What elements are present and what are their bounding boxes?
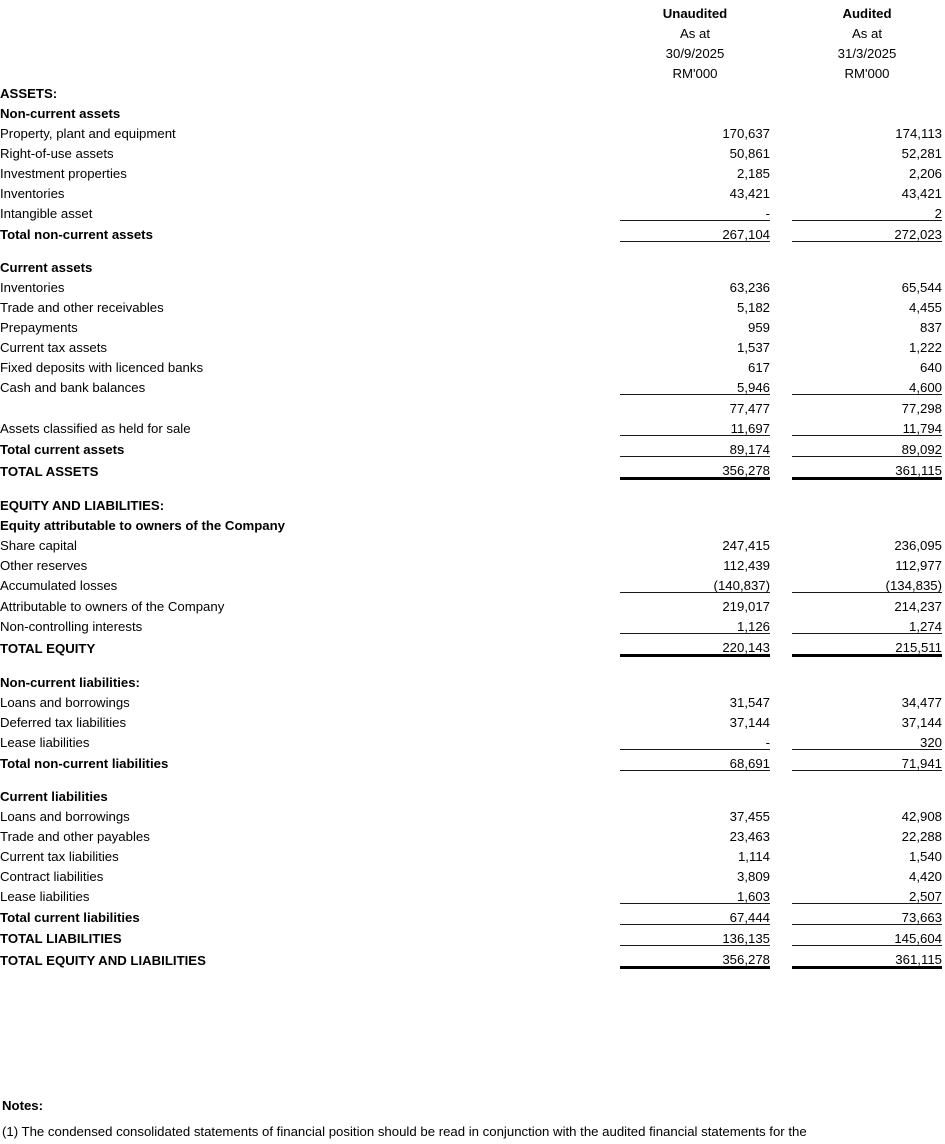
column1-unit: RM'000	[672, 65, 718, 81]
total-row-current-assets	[0, 436, 945, 457]
table-row	[0, 140, 945, 160]
row-value-col1: 247,415	[722, 537, 770, 553]
subheading-equity-attributable-to-owners: Equity attributable to owners of the Company	[0, 517, 286, 533]
subheading-current-assets-row	[0, 254, 945, 274]
row-value-col1: 170,637	[722, 125, 770, 141]
table-row	[0, 823, 945, 843]
gap-cell	[770, 60, 792, 80]
gap-cell	[770, 254, 792, 274]
row-value-col2: 214,237	[894, 598, 942, 614]
row-value-col1: 43,421	[729, 185, 770, 201]
row-value-col2: 37,144	[901, 714, 942, 730]
table-row	[0, 160, 945, 180]
total-value-col2: 73,663	[792, 904, 942, 925]
value-cell	[792, 492, 942, 512]
total-label: Total non-current assets	[0, 227, 153, 243]
spacer-row	[0, 242, 945, 255]
spacer-cell	[620, 479, 770, 493]
row-label: Non-controlling interests	[0, 619, 143, 635]
column2-date: 31/3/2025	[837, 45, 897, 61]
total-label: Total non-current liabilities	[0, 756, 169, 772]
row-value-col2: 43,421	[901, 185, 942, 201]
total-label: TOTAL EQUITY	[0, 641, 96, 657]
total-value-col1: 89,174	[620, 436, 770, 457]
row-value-col2: 640	[919, 359, 942, 375]
row-value-col2: 4,600	[792, 374, 942, 395]
table-row	[0, 334, 945, 354]
value-cell	[792, 512, 942, 532]
value-cell	[792, 783, 942, 803]
gap-cell	[770, 221, 792, 242]
spacer-cell	[792, 771, 942, 784]
row-value-col1: 37,455	[729, 808, 770, 824]
total-value-col2: 71,941	[792, 750, 942, 771]
subtotal-row-current-assets-before-held-for-sale	[0, 395, 945, 416]
subtotal-value-col2: 77,298	[901, 400, 942, 416]
table-row	[0, 689, 945, 709]
subtotal-value-col1: 77,477	[729, 400, 770, 416]
gap-cell	[770, 669, 792, 689]
header-row-date	[0, 40, 945, 60]
notes-line-1: (1) The condensed consolidated statements of financial position should be read in conjunction with the audited financial statements for the	[2, 1124, 807, 1139]
row-value-col2: 4,420	[908, 868, 942, 884]
value-cell	[792, 80, 942, 100]
row-value-col1: 5,182	[736, 299, 770, 315]
row-value-col1: 1,537	[736, 339, 770, 355]
spacer-cell	[792, 242, 942, 255]
header-blank-cell	[0, 0, 618, 20]
section-heading-assets: ASSETS:	[0, 85, 58, 101]
spacer-cell	[0, 479, 618, 493]
row-label: Right-of-use assets	[0, 145, 114, 161]
gap-cell	[770, 479, 792, 493]
row-value-col2: 52,281	[901, 145, 942, 161]
gap-cell	[770, 883, 792, 904]
row-value-col1: 1,603	[620, 883, 770, 904]
gap-cell	[770, 20, 792, 40]
gap-cell	[770, 946, 792, 968]
table-row	[0, 180, 945, 200]
gap-cell	[770, 374, 792, 395]
row-value-col1: 11,697	[620, 415, 770, 436]
table-row	[0, 374, 945, 395]
value-cell	[620, 100, 770, 120]
total-value-col2: 89,092	[792, 436, 942, 457]
notes-heading	[2, 1099, 43, 1112]
gap-cell	[770, 634, 792, 656]
row-value-col1: 959	[747, 319, 770, 335]
row-label: Property, plant and equipment	[0, 125, 176, 141]
value-cell	[620, 783, 770, 803]
row-label: Current tax liabilities	[0, 848, 119, 864]
row-label: Share capital	[0, 537, 77, 553]
spacer-cell	[620, 242, 770, 255]
row-label: Trade and other receivables	[0, 299, 164, 315]
row-label: Loans and borrowings	[0, 694, 130, 710]
row-label: Deferred tax liabilities	[0, 714, 127, 730]
row-value-col2: 1,274	[792, 613, 942, 634]
gap-cell	[770, 274, 792, 294]
row-value-col2: 11,794	[792, 415, 942, 436]
spacer-cell	[0, 656, 618, 670]
gap-cell	[770, 395, 792, 416]
row-value-col2: 22,288	[901, 828, 942, 844]
gap-cell	[770, 803, 792, 823]
total-value-col1: 220,143	[620, 634, 770, 656]
gap-cell	[770, 783, 792, 803]
subheading-non-current-liabilities-row	[0, 669, 945, 689]
total-value-col2: 145,604	[792, 925, 942, 946]
row-value-col1: 31,547	[729, 694, 770, 710]
gap-cell	[770, 925, 792, 946]
row-value-col1: 1,114	[737, 848, 770, 864]
gap-cell	[770, 572, 792, 593]
row-value-col2: 174,113	[895, 125, 942, 141]
row-value-col2: 1,540	[908, 848, 942, 864]
gap-cell	[770, 160, 792, 180]
gap-cell	[770, 180, 792, 200]
value-cell	[620, 254, 770, 274]
value-cell	[620, 80, 770, 100]
gap-cell	[770, 0, 792, 20]
row-value-col2: 320	[792, 729, 942, 750]
subheading-current-liabilities-row	[0, 783, 945, 803]
column1-date: 30/9/2025	[665, 45, 725, 61]
spacer-row	[0, 656, 945, 670]
gap-cell	[770, 593, 792, 614]
gap-cell	[770, 334, 792, 354]
column1-as-at-label: As at	[679, 25, 711, 41]
row-value-col2: 2	[792, 200, 942, 221]
row-value-col1: (140,837)	[620, 572, 770, 593]
row-label: Lease liabilities	[0, 889, 90, 905]
total-value-col1: 136,135	[620, 925, 770, 946]
header-row-unit	[0, 60, 945, 80]
section-heading-equity-and-liabilities: EQUITY AND LIABILITIES:	[0, 497, 165, 513]
gap-cell	[770, 709, 792, 729]
gap-cell	[770, 100, 792, 120]
header-blank-cell	[0, 20, 618, 40]
value-cell	[792, 669, 942, 689]
gap-cell	[770, 200, 792, 221]
subheading-equity-attributable-row	[0, 512, 945, 532]
gap-cell	[770, 823, 792, 843]
grand-total-label: TOTAL ASSETS	[0, 464, 99, 480]
gap-cell	[770, 750, 792, 771]
spacer-row	[0, 479, 945, 493]
row-label: Prepayments	[0, 319, 78, 335]
row-value-col1: 1,126	[620, 613, 770, 634]
total-value-col2: 215,511	[792, 634, 942, 656]
grand-total-value-col2: 361,115	[792, 946, 942, 968]
total-label: TOTAL LIABILITIES	[0, 931, 122, 947]
gap-cell	[770, 843, 792, 863]
table-row	[0, 803, 945, 823]
gap-cell	[770, 436, 792, 457]
spacer-cell	[792, 479, 942, 493]
row-label: Cash and bank balances	[0, 380, 146, 396]
column2-audit-status: Audited	[842, 5, 892, 21]
table-row-non-controlling-interests	[0, 613, 945, 634]
spacer-row	[0, 771, 945, 784]
gap-cell	[770, 613, 792, 634]
table-row	[0, 314, 945, 334]
row-label: Trade and other payables	[0, 828, 150, 844]
row-value-col2: 4,455	[908, 299, 942, 315]
table-row	[0, 294, 945, 314]
row-label: Fixed deposits with licenced banks	[0, 359, 204, 375]
row-value-col1: 5,946	[620, 374, 770, 395]
table-row	[0, 415, 945, 436]
spacer-cell	[0, 771, 618, 784]
table-row	[0, 532, 945, 552]
total-row-non-current-liabilities	[0, 750, 945, 771]
gap-cell	[770, 140, 792, 160]
row-value-col2: 2,206	[908, 165, 942, 181]
row-value-col1: 63,236	[729, 279, 770, 295]
total-label: Total current liabilities	[0, 910, 140, 926]
header-blank-cell	[0, 60, 618, 80]
row-value-col1: 617	[747, 359, 770, 375]
subheading-current-assets: Current assets	[0, 259, 93, 275]
section-heading-assets-row	[0, 80, 945, 100]
gap-cell	[770, 904, 792, 925]
grand-total-value-col1: 356,278	[620, 457, 770, 479]
notes-title-text: Notes:	[2, 1098, 44, 1113]
subtotal-label	[0, 395, 618, 416]
notes-body	[2, 1125, 807, 1138]
row-value-col2: 236,095	[894, 537, 942, 553]
gap-cell	[770, 771, 792, 784]
gap-cell	[770, 120, 792, 140]
row-value-col2: 2,507	[792, 883, 942, 904]
total-label: Total current assets	[0, 442, 125, 458]
row-value-col1: 219,017	[722, 598, 770, 614]
grand-total-row-total-assets	[0, 457, 945, 479]
total-row-non-current-assets	[0, 221, 945, 242]
table-row	[0, 354, 945, 374]
section-heading-equity-liabilities-row	[0, 492, 945, 512]
row-label: Attributable to owners of the Company	[0, 598, 225, 614]
total-value-col2: 272,023	[792, 221, 942, 242]
gap-cell	[770, 512, 792, 532]
row-value-col1: -	[620, 729, 770, 750]
gap-cell	[770, 294, 792, 314]
grand-total-value-col1: 356,278	[620, 946, 770, 968]
row-label: Investment properties	[0, 165, 127, 181]
table-row	[0, 863, 945, 883]
table-row	[0, 572, 945, 593]
gap-cell	[770, 492, 792, 512]
table-row	[0, 120, 945, 140]
grand-total-row-total-equity-and-liabilities	[0, 946, 945, 968]
header-row-as-at	[0, 20, 945, 40]
gap-cell	[770, 415, 792, 436]
row-label: Other reserves	[0, 557, 88, 573]
gap-cell	[770, 863, 792, 883]
column2-unit: RM'000	[844, 65, 890, 81]
spacer-cell	[0, 242, 618, 255]
table-row	[0, 274, 945, 294]
subheading-non-current-assets: Non-current assets	[0, 105, 121, 121]
spacer-cell	[620, 771, 770, 784]
total-row-total-equity	[0, 634, 945, 656]
row-value-col1: 37,144	[729, 714, 770, 730]
row-value-col2: 112,977	[895, 557, 942, 573]
grand-total-label: TOTAL EQUITY AND LIABILITIES	[0, 953, 206, 969]
row-label: Contract liabilities	[0, 868, 104, 884]
row-label: Assets classified as held for sale	[0, 421, 191, 437]
table-row	[0, 883, 945, 904]
column1-audit-status: Unaudited	[662, 5, 728, 21]
row-value-col1: -	[620, 200, 770, 221]
gap-cell	[770, 314, 792, 334]
row-value-col2: 34,477	[901, 694, 942, 710]
row-value-col1: 2,185	[736, 165, 770, 181]
value-cell	[792, 100, 942, 120]
total-value-col1: 267,104	[620, 221, 770, 242]
subheading-non-current-liabilities: Non-current liabilities:	[0, 674, 140, 690]
gap-cell	[770, 242, 792, 255]
subtotal-row-attributable-to-owners	[0, 593, 945, 614]
column2-as-at-label: As at	[851, 25, 883, 41]
row-label: Inventories	[0, 185, 65, 201]
table-row	[0, 709, 945, 729]
header-row-audit-status	[0, 0, 945, 20]
row-value-col2: 837	[919, 319, 942, 335]
row-value-col1: 3,809	[736, 868, 770, 884]
total-row-current-liabilities	[0, 904, 945, 925]
gap-cell	[770, 532, 792, 552]
gap-cell	[770, 457, 792, 479]
row-value-col2: 42,908	[901, 808, 942, 824]
spacer-cell	[792, 656, 942, 670]
row-label: Inventories	[0, 279, 65, 295]
value-cell	[620, 492, 770, 512]
row-value-col2: (134,835)	[792, 572, 942, 593]
gap-cell	[770, 656, 792, 670]
row-label: Accumulated losses	[0, 578, 118, 594]
gap-cell	[770, 40, 792, 60]
grand-total-value-col2: 361,115	[792, 457, 942, 479]
row-value-col2: 1,222	[908, 339, 942, 355]
table-row	[0, 552, 945, 572]
row-label: Lease liabilities	[0, 735, 90, 751]
spacer-cell	[620, 656, 770, 670]
row-value-col1: 50,861	[729, 145, 770, 161]
gap-cell	[770, 552, 792, 572]
table-row	[0, 729, 945, 750]
value-cell	[792, 254, 942, 274]
row-value-col1: 23,463	[729, 828, 770, 844]
value-cell	[620, 669, 770, 689]
row-label: Current tax assets	[0, 339, 108, 355]
table-row	[0, 843, 945, 863]
subheading-current-liabilities: Current liabilities	[0, 788, 108, 804]
total-value-col1: 67,444	[620, 904, 770, 925]
row-label: Intangible asset	[0, 206, 93, 222]
header-blank-cell	[0, 40, 618, 60]
row-label: Loans and borrowings	[0, 808, 130, 824]
gap-cell	[770, 729, 792, 750]
gap-cell	[770, 689, 792, 709]
gap-cell	[770, 354, 792, 374]
row-value-col1: 112,439	[723, 557, 770, 573]
total-value-col1: 68,691	[620, 750, 770, 771]
value-cell	[620, 512, 770, 532]
row-value-col2: 65,544	[901, 279, 942, 295]
gap-cell	[770, 80, 792, 100]
subheading-non-current-assets-row	[0, 100, 945, 120]
total-row-total-liabilities	[0, 925, 945, 946]
table-row	[0, 200, 945, 221]
